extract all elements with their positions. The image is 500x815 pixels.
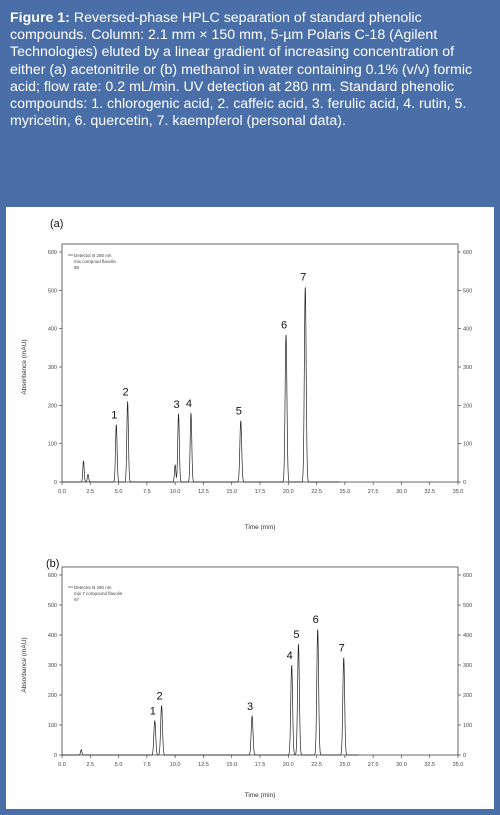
y2-tick-label: 500: [463, 603, 473, 609]
chromatogram-charts: [6, 207, 494, 809]
chromatogram-trace: [62, 629, 358, 755]
peak-label: 2: [156, 690, 163, 703]
x-tick-label: 17.5: [254, 489, 266, 495]
legend-entry: mix 7 compound flavolin: [74, 591, 123, 596]
y2-tick-label: 600: [463, 573, 473, 579]
chromatogram-trace: [62, 287, 339, 482]
y2-tick-label: 0: [463, 753, 467, 759]
y-tick-label: 100: [47, 441, 57, 448]
peak-label: 1: [111, 409, 118, 422]
y2-tick-label: 100: [463, 441, 473, 448]
x-tick-label: 15.0: [226, 489, 238, 495]
y2-tick-label: 600: [463, 250, 473, 256]
y2-tick-label: 300: [463, 663, 473, 669]
x-tick-label: 30.0: [396, 762, 407, 768]
y-tick-label: 600: [47, 573, 57, 579]
peak-label: 6: [312, 614, 319, 626]
y-axis-label: Absorbance (mAU): [21, 339, 28, 395]
y-tick-label: 200: [47, 693, 57, 699]
peak-label: 4: [286, 650, 293, 662]
panel-label: (a): [50, 218, 64, 230]
x-tick-label: 5.0: [114, 762, 123, 768]
x-tick-label: 10.0: [169, 762, 181, 768]
x-tick-label: 20.0: [282, 489, 294, 495]
peak-label: 3: [173, 398, 180, 411]
y2-tick-label: 200: [463, 693, 473, 699]
peak-label: 5: [293, 629, 300, 641]
x-tick-label: 20.0: [282, 762, 294, 768]
x-tick-label: 10.0: [169, 489, 181, 495]
x-tick-label: 7.5: [143, 489, 151, 495]
x-tick-label: 0.0: [58, 489, 66, 495]
legend-entry: Detector B 280 nm: [74, 253, 112, 258]
y-tick-label: 300: [47, 663, 57, 669]
y-tick-label: 0: [53, 753, 57, 759]
y-axis-label: Absorbance (mAU): [21, 637, 28, 693]
x-tick-label: 27.5: [367, 489, 379, 495]
x-tick-label: 2.5: [86, 762, 95, 768]
peak-label: 6: [280, 319, 288, 332]
caption-label: Figure 1:: [10, 10, 70, 26]
y-tick-label: 300: [47, 365, 57, 371]
peak-label: 5: [235, 405, 242, 418]
legend-entry: Detector B 280 nm: [74, 585, 112, 590]
x-tick-label: 25.0: [339, 489, 351, 495]
y2-tick-label: 200: [463, 403, 473, 410]
x-tick-label: 30.0: [396, 489, 407, 495]
y2-tick-label: 400: [463, 633, 473, 639]
plot-frame: [62, 244, 458, 482]
chart-b: [21, 558, 472, 799]
x-tick-label: 5.0: [114, 489, 123, 495]
legend-entry: 88: [74, 265, 80, 270]
peak-label: 7: [300, 271, 307, 284]
peak-label: 7: [338, 642, 345, 655]
x-tick-label: 0.0: [58, 762, 66, 768]
x-tick-label: 25.0: [339, 762, 351, 768]
peak-label: 3: [247, 701, 254, 713]
y2-tick-label: 100: [463, 723, 473, 729]
y-tick-label: 400: [47, 633, 57, 639]
x-axis-label: Time (min): [244, 524, 276, 531]
x-tick-label: 12.5: [198, 762, 209, 768]
x-tick-label: 7.5: [143, 762, 151, 768]
figure-caption: [10, 10, 492, 130]
x-tick-label: 12.5: [198, 489, 209, 495]
y-tick-label: 200: [47, 403, 57, 410]
y2-tick-label: 0: [463, 480, 467, 486]
peak-label: 1: [149, 705, 156, 718]
y-tick-label: 500: [47, 603, 57, 609]
x-axis-label: Time (min): [244, 792, 276, 799]
x-tick-label: 35.0: [452, 762, 464, 768]
y-tick-label: 100: [47, 723, 57, 729]
y-tick-label: 600: [47, 250, 57, 256]
y2-tick-label: 400: [463, 326, 473, 333]
legend-entry: 97: [74, 597, 80, 602]
chart-panel: [6, 207, 494, 809]
y-tick-label: 400: [47, 326, 57, 333]
x-tick-label: 32.5: [424, 489, 436, 495]
y2-tick-label: 300: [463, 365, 473, 371]
y2-tick-label: 500: [463, 288, 473, 295]
x-tick-label: 17.5: [254, 762, 266, 768]
y-tick-label: 500: [47, 288, 57, 295]
x-tick-label: 27.5: [367, 762, 379, 768]
chart-a: [21, 218, 472, 531]
x-tick-label: 15.0: [226, 762, 238, 768]
x-tick-label: 22.5: [311, 489, 322, 495]
x-tick-label: 32.5: [424, 762, 436, 768]
panel-label: (b): [46, 558, 60, 570]
x-tick-label: 35.0: [452, 489, 464, 495]
peak-label: 4: [185, 398, 193, 410]
y-tick-label: 0: [53, 480, 57, 486]
caption-text: Reversed-phase HPLC separation of standard phenolic compounds. Column: 2.1 mm × 150 mm, 5-µm Polaris C-18 (Agilent Technologies) eluted by a linear gradient of increasing concentration of either (a) acetonitrile or (b) methanol in water containing 0.1% (v/v) formic acid; flow rate: 0.2 mL/min. UV detection at 280 nm. Standard phenolic compounds: 1. chlorogenic acid, 2. caffeic acid, 3. ferulic acid, 4. rutin, 5. myricetin, 6. quercetin, 7. kaempferol (personal data).: [10, 10, 473, 130]
legend-entry: mix compoud flavolin: [74, 259, 117, 264]
x-tick-label: 2.5: [86, 489, 95, 495]
x-tick-label: 22.5: [311, 762, 322, 768]
peak-label: 2: [122, 386, 129, 399]
